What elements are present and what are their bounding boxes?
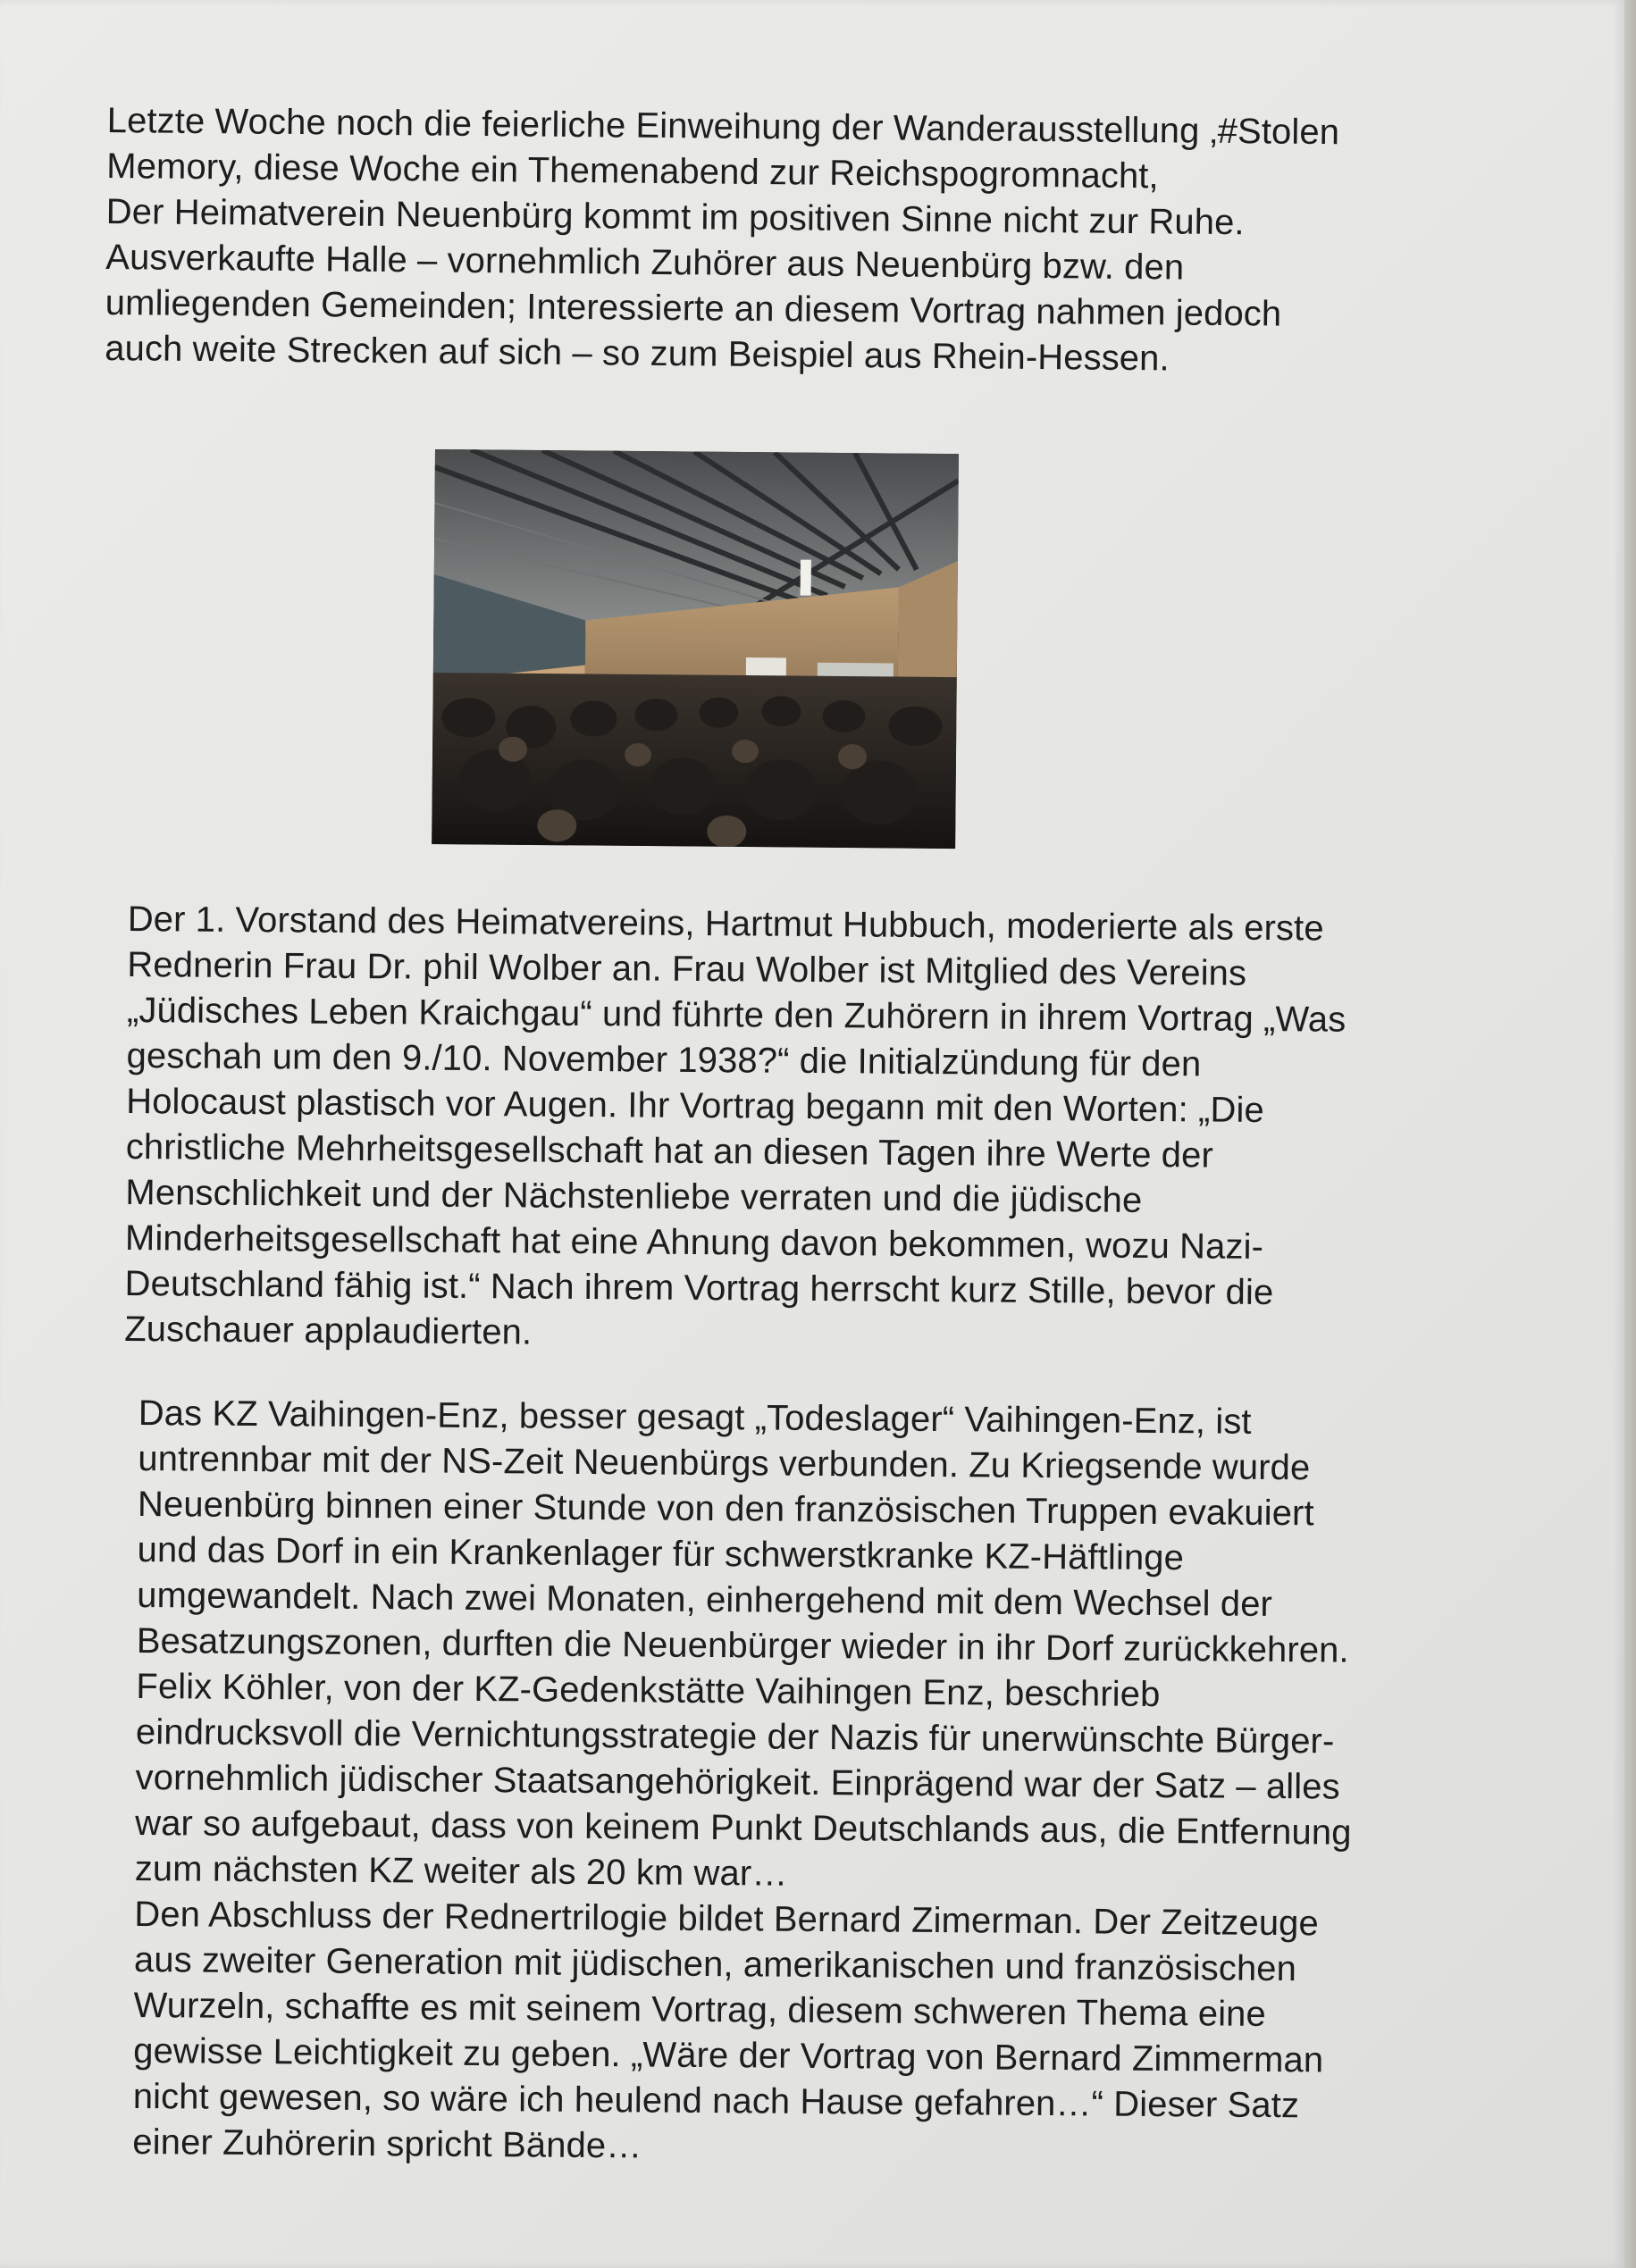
paragraph-line: Deutschland fähig ist.“ Nach ihrem Vortrag herrscht kurz Stille, bevor die <box>124 1263 1274 1313</box>
paragraph-line: und das Dorf in ein Krankenlager für schwerstkranke KZ-Häftlinge <box>137 1529 1185 1578</box>
paragraph-line: war so aufgebaut, dass von keinem Punkt Deutschlands aus, die Entfernung <box>135 1803 1352 1853</box>
paragraph-line: Menschlichkeit und der Nächstenliebe verraten und die jüdische <box>125 1172 1143 1220</box>
intro-line: Der Heimatverein Neuenbürg kommt im positiven Sinne nicht zur Ruhe. <box>105 191 1245 243</box>
paragraph-line: Besatzungszonen, durften die Neuenbürger wieder in ihr Dorf zurückkehren. <box>136 1620 1349 1670</box>
paragraph-line: Neuenbürg binnen einer Stunde von den französischen Truppen evakuiert <box>137 1484 1314 1534</box>
paragraph-line: zum nächsten KZ weiter als 20 km war… <box>134 1848 788 1894</box>
paragraph-lecture-wolber <box>124 897 1522 1363</box>
paragraph-line: Holocaust plastisch vor Augen. Ihr Vortrag begann mit den Worten: „Die <box>126 1081 1264 1130</box>
intro-line: Letzte Woche noch die feierliche Einweihung der Wanderausstellung ‚#Stolen <box>106 100 1340 153</box>
paragraph-line: aus zweiter Generation mit jüdischen, amerikanischen und französischen <box>133 1939 1297 1989</box>
intro-paragraph <box>105 98 1501 385</box>
intro-line: auch weite Strecken auf sich – so zum Beispiel aus Rhein-Hessen. <box>105 328 1170 379</box>
hall-photo-illustration <box>432 449 959 849</box>
paragraph-line: geschah um den 9./10. November 1938?“ die Initialzündung für den <box>126 1035 1202 1084</box>
intro-line: Memory, diese Woche ein Themenabend zur Reichspogromnacht, <box>106 146 1159 197</box>
paragraph-line: Felix Köhler, von der KZ-Gedenkstätte Vaihingen Enz, beschrieb <box>136 1666 1161 1714</box>
intro-line: umliegenden Gemeinden; Interessierte an diesem Vortrag nahmen jedoch <box>105 282 1282 334</box>
paragraph-line: gewisse Leichtigkeit zu geben. „Wäre der Vortrag von Bernard Zimmerman <box>133 2030 1324 2080</box>
paragraph-line: umgewandelt. Nach zwei Monaten, einhergehend mit dem Wechsel der <box>137 1575 1273 1624</box>
paper-edge <box>1624 0 1636 2268</box>
paragraph-line: untrennbar mit der NS-Zeit Neuenbürgs verbunden. Zu Kriegsende wurde <box>138 1438 1311 1488</box>
paragraph-line: christliche Mehrheitsgesellschaft hat an diesen Tagen ihre Werte der <box>125 1126 1214 1176</box>
paragraph-line: Wurzeln, schaffte es mit seinem Vortrag, diesem schweren Thema eine <box>133 1985 1267 2034</box>
paragraph-line: nicht gewesen, so wäre ich heulend nach Hause gefahren…“ Dieser Satz <box>132 2076 1300 2126</box>
intro-line: Ausverkaufte Halle – vornehmlich Zuhörer aus Neuenbürg bzw. den <box>105 237 1185 288</box>
paragraph-kz-vaihingen <box>132 1391 1532 2176</box>
paragraph-line: Zuschauer applaudierten. <box>124 1309 533 1352</box>
paragraph-line: „Jüdisches Leben Kraichgau“ und führte den Zuhörern in ihrem Vortrag „Was <box>126 990 1347 1040</box>
paragraph-line: Das KZ Vaihingen-Enz, besser gesagt „Todeslager“ Vaihingen-Enz, ist <box>138 1393 1252 1442</box>
paragraph-line: Den Abschluss der Rednertrilogie bildet Bernard Zimerman. Der Zeitzeuge <box>134 1894 1320 1944</box>
paragraph-line: einer Zuhörerin spricht Bände… <box>132 2122 642 2166</box>
paragraph-line: eindrucksvoll die Vernichtungsstrategie der Nazis für unerwünschte Bürger- <box>135 1711 1335 1762</box>
paragraph-line: Rednerin Frau Dr. phil Wolber an. Frau Wolber ist Mitglied des Vereins <box>127 944 1247 993</box>
audience-hall-photo <box>432 449 959 849</box>
paragraph-line: Minderheitsgesellschaft hat eine Ahnung davon bekommen, wozu Nazi- <box>124 1218 1264 1267</box>
paragraph-line: Der 1. Vorstand des Heimatvereins, Hartmut Hubbuch, moderierte als erste <box>127 899 1324 949</box>
paragraph-line: vornehmlich jüdischer Staatsangehörigkeit. Einprägend war der Satz – alles <box>135 1757 1340 1807</box>
